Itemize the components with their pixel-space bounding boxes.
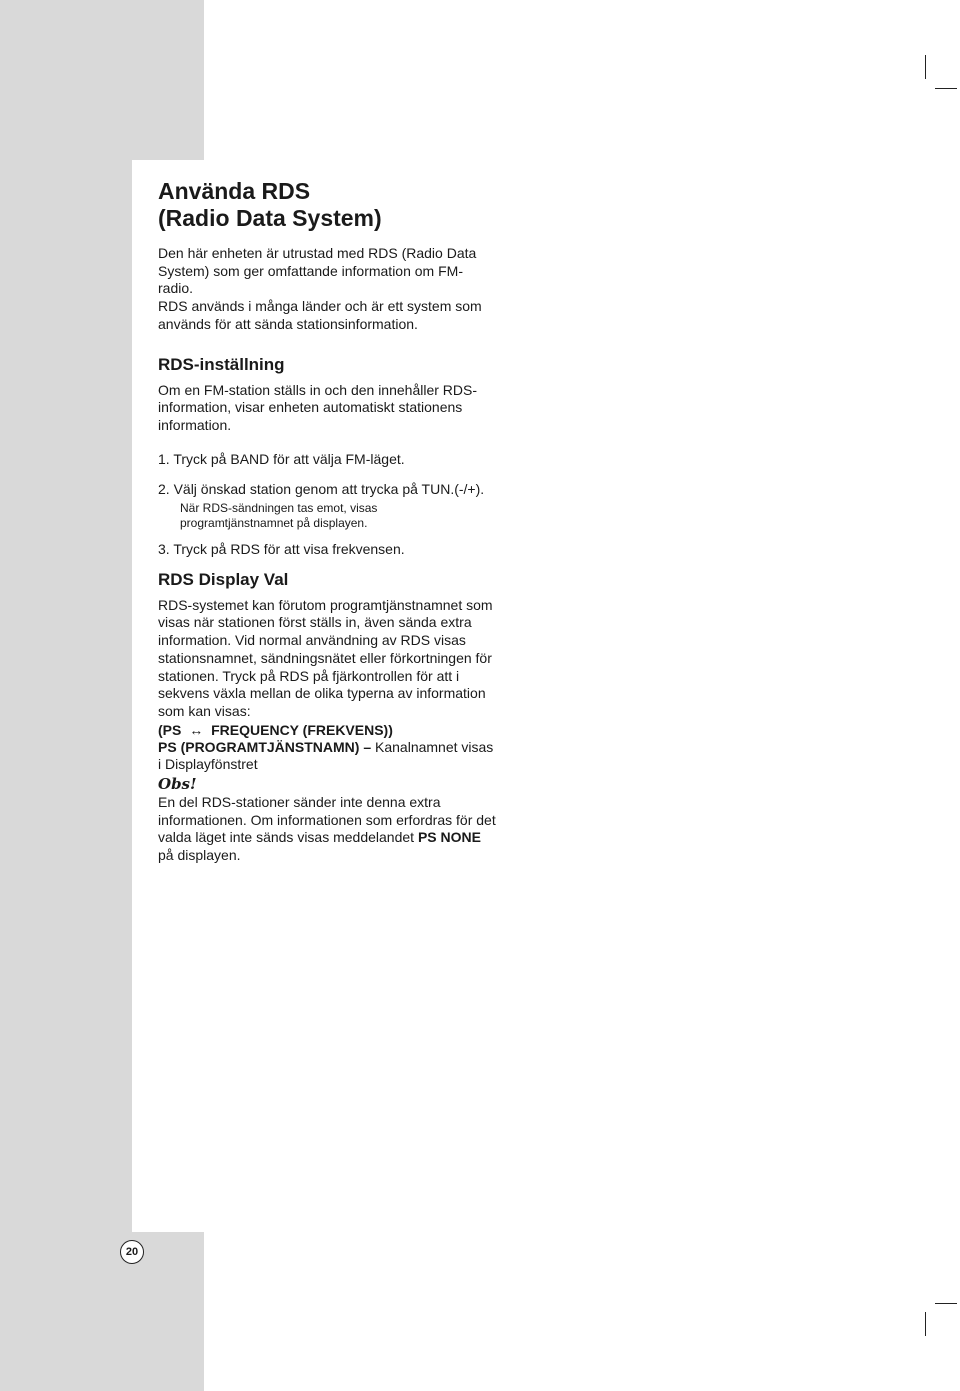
main-content: [158, 178, 528, 865]
text-line: sekvens växla mellan de olika typerna av information: [158, 685, 486, 702]
page-number: 20: [120, 1240, 144, 1264]
text-line: System) som ger omfattande information om FM-: [158, 262, 463, 279]
section-heading: RDS Display Val: [158, 569, 289, 589]
note-title: Obs!: [158, 775, 197, 794]
section-paragraph: [158, 597, 528, 721]
text-line: radio.: [158, 280, 194, 297]
text-line: information, visar enheten automatiskt stationens: [158, 399, 463, 416]
text-line: används för att sända stationsinformation.: [158, 315, 418, 332]
margin-band-top: [0, 0, 204, 160]
crop-mark: [925, 1312, 926, 1336]
note-text: [158, 794, 528, 865]
text-line: Om en FM-station ställs in och den innehåller RDS-: [158, 381, 478, 398]
text-line: på displayen.: [158, 847, 241, 864]
step-note: [158, 501, 528, 531]
crop-mark: [925, 55, 926, 79]
text-line: visas när stationen först ställs in, även sända extra: [158, 614, 472, 631]
step-item: 3. Tryck på RDS för att visa frekvensen.: [158, 541, 405, 558]
text-line: När RDS-sändningen tas emot, visas: [180, 501, 378, 516]
page-title-line: (Radio Data System): [158, 205, 382, 231]
text-line: En del RDS-stationer sänder inte denna extra: [158, 794, 441, 811]
text-line: som kan visas:: [158, 702, 251, 719]
text-line: [158, 829, 528, 847]
margin-band-left: [0, 160, 132, 1391]
step-item: 1. Tryck på BAND för att välja FM-läget.: [158, 450, 405, 467]
text-line: informationen. Om informationen som erfordras för det: [158, 811, 496, 828]
formula-left: (PS: [158, 721, 182, 738]
note-text-part: valda läget inte sänds visas meddelandet: [158, 829, 418, 846]
page-title-line: Använda RDS: [158, 178, 311, 204]
page-title: [158, 178, 528, 232]
ps-description: [158, 739, 528, 774]
ps-definition: Kanalnamnet visas: [371, 738, 494, 755]
section-paragraph: [158, 382, 528, 435]
display-mode-sequence: [158, 721, 528, 739]
crop-mark: [935, 1303, 957, 1304]
intro-paragraph: [158, 245, 528, 334]
section-heading: RDS-inställning: [158, 354, 285, 374]
ps-none-term: PS NONE: [417, 829, 481, 846]
step-item: 2. Välj önskad station genom att trycka på TUN.(-/+).: [158, 481, 485, 498]
formula-right: FREQUENCY (FREKVENS)): [211, 721, 393, 738]
text-line: information.: [158, 416, 232, 433]
text-line: stationen. Tryck på RDS på fjärkontrollen för att i: [158, 667, 460, 684]
text-line: i Displayfönstret: [158, 756, 258, 773]
text-line: information. Vid normal användning av RDS visas: [158, 632, 466, 649]
text-line: [158, 739, 528, 757]
text-line: RDS-systemet kan förutom programtjänstnamnet som: [158, 596, 493, 613]
ps-term: PS (PROGRAMTJÄNSTNAMN) –: [158, 738, 372, 755]
text-line: programtjänstnamnet på displayen.: [180, 516, 368, 531]
text-line: Den här enheten är utrustad med RDS (Radio Data: [158, 245, 477, 261]
double-arrow-icon: ↔: [189, 721, 204, 738]
crop-mark: [935, 88, 957, 89]
text-line: RDS används i många länder och är ett system som: [158, 298, 482, 315]
text-line: stationsnamnet, sändningsnätet eller förkortningen för: [158, 649, 492, 666]
